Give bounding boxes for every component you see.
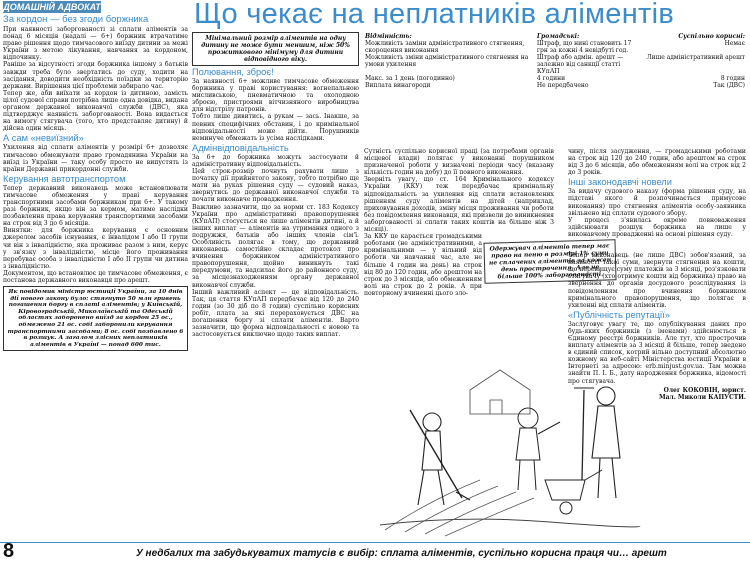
info-box: Одержувач аліментів тепер має право на пеню в розмірі 1% суми не сплачених аліментів за кожен день прострочення. Але не більше 100% заборгованості. [483,239,616,283]
table-cell: 4 години [536,75,566,82]
author-signature: Олег КОКОВІН, юрист. [663,386,746,394]
paragraph: Важливо зазначити, що за норми ст. 183 Кодексу України про адміністративні правопорушення (КУпАП) стосується не лише аліментів дитині, а й інших виплат — аліментів на утримання одного з подружжя, батьків або інших членів сім'ї. Особливість полягає в тому, що державний виконавець самостійно складає протокол про вчинення боржником адміністративного правопорушення, щойно виникнуть такі передумови, та надсилає його до районного суду, за місцезнаходженням органу державної виконавчої служби. [192,203,359,289]
paragraph: Заслуговує увагу те, що опублікування даних про будь-яких боржників (з іменами) здійснюється в Єдиному реєстрі боржників. Але тут, хто прострочив виплату аліментів за 3 місяці й більше, тепер зведено в єдиний список, котрий вільно доступний абсолютно кожному на веб-сайті Міністерства юстиції України в Інтернеті за адресою: erb.minjust.gov.ua. Там можна знайти П. І. Б., дату народження боржника, відомості про стягувача. [568,320,746,385]
table-header: Суспільно корисні: [678,33,745,40]
table-cell: Не передбачено [536,82,589,89]
paragraph: За ККУ це карається громадськими роботами (не адміністративними, а кримінальними — у вільний від роботи чи навчання час, але не більше 4 годин на день) на строк від 80 до 120 годин, або арештом на строк до 3 місяців, або обмеженням волі на строк до 2 років. А при повторному вчиненні цього зло- [364,233,482,297]
section-heading: Інші законодавчі новели [568,177,672,188]
column-1 [3,14,188,351]
garden-rows [385,480,534,536]
paragraph: За видачу судового наказу (форма рішення суду, на підставі якого й розпочинається примусове виконання) про стягнення аліментів особу-заявника звільнено від сплати судового збору. [568,188,746,217]
paragraph: Тепер виконавець (не лише ДВС) зобов'язаний, за наявності такої суми, звернути стягнення на кошти, що перевищує суму платежів за 3 місяці, роз'язковати стягувачу (хто отримує кошти від боржника) право на звернення до органів досудового розслідування із повідомленням про вчинення боржником кримінального правопорушення, що полягає в ухиленні від сплати аліментів. [568,252,746,309]
paragraph: Цей строк-розмір почнуть рахувати лише з початку дії прийнятого закону, тобто потрібно ще мати на руках рішення суду — судовий наказ, звернутись до державної виконавчої служби та почати виконавче провадження. [192,168,359,204]
paragraph: Тобто лише дивитись, а рукам — зась. Інакше, за певних специфічних обставин, і до кримінальної відповідальності може дійти. Порушників неминуче обмежать із усіма наслідками. [192,113,359,142]
paragraph: У процесі з'явилась окреме повноваження здійснювати розшук боржника на лише у виконавчому провадженні на основі рішення суду. [568,216,746,238]
table-cell: Можливість зміни адміністративного стягнення на умови ухилення [365,54,529,68]
table-cell: Штраф, що нині становить 17 грн за кожні 4 невідбуті год. [536,40,632,54]
paragraph: Інший важливий аспект — це відповідальність. Так, ця стаття КУпАП передбачає від 120 до 240 годин (зо 30 діб по 8 годин) суспільно корисних робіт, плата за які перераховується ДВС на погашення боргу зі сплати аліментів. Варто зазначити, що форма відповідальності є новою та застосовується виключно щодо таких виплат. [192,288,359,339]
paragraph: За наявності 6+ можливе тимчасове обмеження боржника у праві користування: вогнепальною мисливською, пневматичною та охолодною зброєю, пристроями вітчизняного виробництва для відстрілу патронів. [192,78,359,114]
paragraph: За 6+ до боржника можуть застосувати й адміністративну відповідальність. [192,153,359,168]
column-4 [568,148,746,401]
section-heading: А сам «невиїзний» [3,133,84,144]
paragraph: При наявності заборгованості зі сплати аліментів за понад 6 місяців (надалі — 6+) боржник втрачатиме право рішення щодо тимчасового виїзду дитини за межі України з метою лікування, навчання за кордоном, відпочинку. [3,26,188,62]
paragraph: Раніше за відсутності згоди боржника іншому з батьків завжди треба було звертатись до суду, ходити на засідання, доводити необхідність поїздки за територію держави. Вирішення цієї проблеми забирало час. [3,61,188,90]
section-heading: За кордон — без згоди боржника [3,14,149,25]
paragraph: Тепер же, аби виїхати за кордон із дитиною, замість цілої судової справи потрібна лише одна довідка, видана органом державної виконавчої служби (ДВС), яка підтверджує наявність заборгованості. Вона видається на вимогу стягувача (того, хто представляє дитину) й дійсна один місяць. [3,89,188,133]
section-heading: «Публічність репутації» [568,309,670,320]
paragraph: Винятки: для боржника керування є основним джерелом засобів існування, є інвалідом I або II групи чи він з інвалідністю, яка проживає разом з ним, керує у зв'язку з інвалідністю, місце його проживання перебуває особа з інвалідністю I або II групи чи дитина з інвалідністю. [3,227,188,270]
table-cell: Штраф або адмін. арешт — залежно від санкції статті КУпАП [536,54,624,75]
table-header: Відмінність: [365,33,412,40]
paragraph: Зверніть увагу, що ст. 164 Кримінального кодексу України (ККУ) теж передбачає кримінальну відповідальність за ухилення від сплати встановлених рішенням суду аліментів на дітей (наприклад, приховування доходів, зміну місця проживання чи роботи без повідомлення виконавця, які призвели до виникнення заборгованості зі сплати таких коштів на більше ніж 3 місяці). [364,176,554,234]
table-cell: Виплата винагороди [365,82,431,89]
table-cell: Можливість заміни адміністративного стягнення, скороцення виконання [365,40,525,54]
section-heading: Адмінвідповідальність [192,142,289,153]
page-number: 8 [3,540,15,562]
info-box: Як повідомив міністр юстиції України, за 10 днів дії нового закону було: стягнуто 50 млн гривень погашення боргу в сплаті аліментів; у Київській, Кіровоградській, Миколаївській та Одеській областях заборонено виїзд за кордон 25 ос., обмежено 21 ос. собі заборонили керування транспортними засобами; 8 ос. собі позбавлено 6 в розшук. А загалом злісних неплатників аліментів в Україні — понад 600 тис. [3,286,188,351]
table-header: Громадські: [536,33,580,40]
page-footer [0,542,750,562]
child-figure [516,408,560,490]
table-row [364,40,746,54]
comparison-table [364,33,746,89]
paragraph: чину, після засудження, — громадськими роботами на строк від 120 до 240 годин, або арештом на строк від 3 до 6 місяців, або обмеженням волі на строк від 2 до 3 років. [568,148,746,177]
table-row [364,82,746,89]
paragraph: Ухилення від сплати аліментів у розмірі 6+ дозволяє тимчасово обмежувати право громадянина України на виїзд із України — таку особу просто не випустять із країни Державні прикордонні служби. [3,144,188,173]
man-with-hoe [410,410,470,505]
table-row [364,75,746,82]
table-cell: Лише адміністративний арешт [646,54,745,61]
section-heading: Керування автотранспортом [3,173,126,184]
table-row [364,54,746,75]
paragraph: Тепер державний виконавець може встановлювати тимчасове обмеження у праві керування транспортними засобами боржникам при 6+. У такому разі боржник, якщо він за кермом, матиме наслідки позбавлення права керування транспортними засобами на строк від 3 до 6 місяців. [3,184,188,228]
paragraph: Документом, що встановлює це тимчасове обмеження, є постанова державного виконавця про арешт. [3,269,188,284]
wheelbarrow [545,470,602,514]
page-title: Що чекає на неплатників аліментів [194,0,675,30]
table-cell: Немає [724,40,745,47]
footer-tagline: У недбалих та забудькуватих татусів є вибір: сплата аліментів, суспільно корисна праця чи… арешт [136,548,667,559]
rubric-label: ДОМАШНІЙ АДВОКАТ [3,2,101,12]
table-cell: 8 годин [720,75,745,82]
illustrator-credit: Мал. Миколи КАПУСТИ. [658,393,746,401]
info-box: Мінімальний розмір аліментів на одну дитину не може бути меншим, ніж 50% прожиткового мінімуму для дитини відповідного віку. [192,32,359,66]
table-cell: Так (ДВС) [713,82,745,89]
house-sketch [470,370,530,414]
table-cell: Макс. за 1 день (погодинно) [365,75,455,82]
paragraph: Сутність суспільно корисної праці (за потребами органів місцевої влади) полягає у виконанні порушником призначеної роботи у визначені періоди часу (вказану кількість годин на добу) до її повного виконання. [364,148,554,177]
section-heading: Полювання, зброє! [192,67,274,77]
column-2 [192,32,359,338]
